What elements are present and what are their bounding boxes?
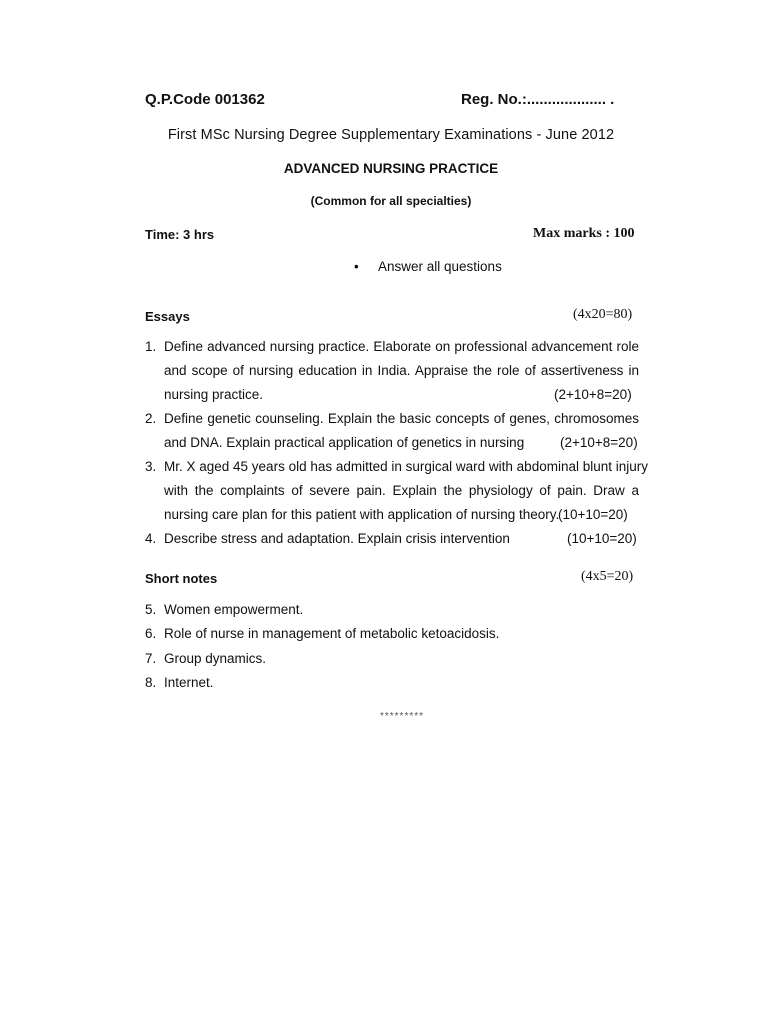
question-line: and DNA. Explain practical application of genetics in nursing bbox=[164, 435, 525, 450]
question-marks: (2+10+8=20) bbox=[554, 387, 632, 402]
max-marks: Max marks : 100 bbox=[533, 226, 635, 241]
question-marks: (2+10+8=20) bbox=[560, 435, 638, 450]
question-number: 8. bbox=[145, 675, 157, 690]
question-line: Mr. X aged 45 years old has admitted in surgical ward with abdominal blunt injury bbox=[164, 459, 649, 474]
question-line: Role of nurse in management of metabolic ketoacidosis. bbox=[164, 626, 500, 641]
question-item bbox=[145, 407, 639, 455]
qp-code: Q.P.Code 001362 bbox=[145, 91, 265, 108]
question-item bbox=[145, 622, 639, 646]
question-line: Group dynamics. bbox=[164, 651, 267, 666]
bullet-icon: • bbox=[354, 259, 359, 274]
question-number: 2. bbox=[145, 411, 157, 426]
subject-title: ADVANCED NURSING PRACTICE bbox=[283, 161, 499, 176]
section-title-short-notes: Short notes bbox=[145, 571, 218, 586]
section-marks-short-notes: (4x5=20) bbox=[581, 569, 634, 584]
instruction bbox=[354, 259, 502, 274]
reg-number-field: Reg. No.:................... . bbox=[461, 91, 615, 108]
question-line: Women empowerment. bbox=[164, 602, 304, 617]
question-number: 3. bbox=[145, 459, 157, 474]
question-number: 1. bbox=[145, 339, 157, 354]
question-line: Describe stress and adaptation. Explain crisis intervention bbox=[164, 531, 510, 546]
question-marks: (10+10=20) bbox=[567, 531, 637, 546]
question-line: Define advanced nursing practice. Elaborate on professional advancement role bbox=[164, 339, 639, 354]
question-marks: (10+10=20) bbox=[558, 507, 628, 522]
question-line: and scope of nursing education in India. Appraise the role of assertiveness in bbox=[164, 363, 639, 378]
end-of-paper-stars: ********* bbox=[379, 711, 425, 722]
question-item bbox=[145, 455, 649, 527]
question-number: 5. bbox=[145, 602, 157, 617]
question-line: with the complaints of severe pain. Explain the physiology of pain. Draw a bbox=[164, 483, 639, 498]
time-allowed: Time: 3 hrs bbox=[145, 227, 215, 242]
question-item bbox=[145, 527, 639, 551]
section-marks-essays: (4x20=80) bbox=[573, 307, 633, 322]
instruction-text: Answer all questions bbox=[378, 259, 502, 274]
section-title-essays: Essays bbox=[145, 309, 190, 324]
question-line: Define genetic counseling. Explain the basic concepts of genes, chromosomes bbox=[164, 411, 639, 426]
question-item bbox=[145, 647, 639, 671]
question-line: nursing care plan for this patient with application of nursing theory. bbox=[164, 507, 560, 522]
exam-title: First MSc Nursing Degree Supplementary Examinations - June 2012 bbox=[167, 127, 615, 143]
question-number: 6. bbox=[145, 626, 157, 641]
question-item bbox=[145, 335, 639, 407]
question-line: nursing practice. bbox=[164, 387, 264, 402]
question-item bbox=[145, 671, 639, 695]
question-item bbox=[145, 598, 639, 622]
specialty-note: (Common for all specialties) bbox=[310, 194, 472, 208]
question-line: Internet. bbox=[164, 675, 214, 690]
question-number: 7. bbox=[145, 651, 157, 666]
question-number: 4. bbox=[145, 531, 157, 546]
